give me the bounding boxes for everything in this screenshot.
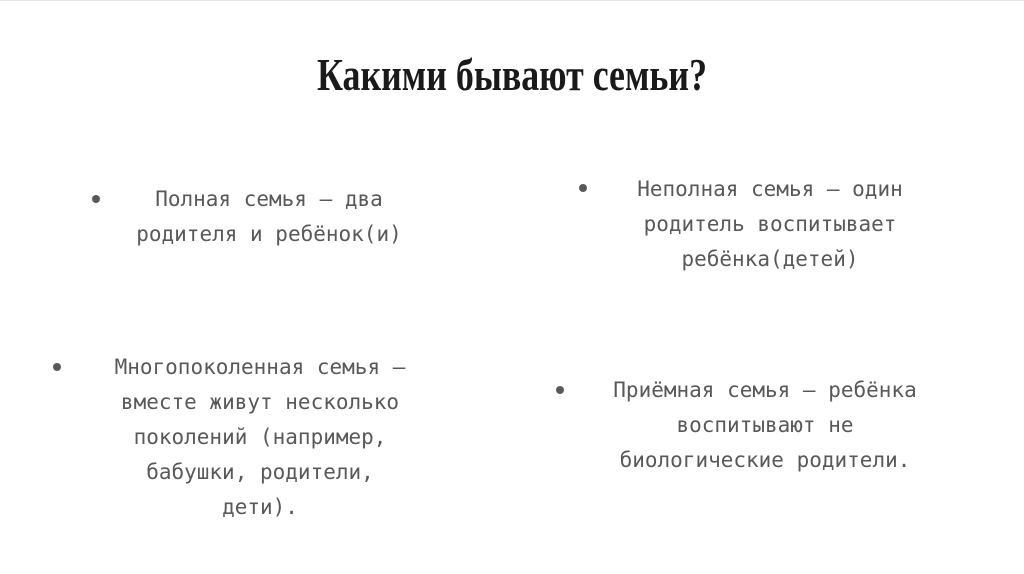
slide-title: Какими бывают семьи? [316, 49, 708, 100]
item-line: воспитывают не [676, 413, 854, 437]
item-line: Многопоколенная семья – [114, 355, 406, 379]
item-line: биологические родители. [619, 448, 911, 472]
item-line: ребёнка(детей) [681, 247, 859, 271]
item-line: Полная семья – два [155, 187, 383, 211]
item-line: Приёмная семья – ребёнка [613, 378, 917, 402]
list-item-foster-family [555, 373, 975, 478]
item-line: вместе живут несколько [120, 390, 400, 414]
list-item-multigenerational-family [50, 350, 470, 525]
item-line: бабушки, родители, [146, 460, 374, 484]
item-line: дети). [222, 495, 298, 519]
list-item-full-family [94, 182, 444, 252]
item-line: Неполная семья – один [637, 177, 903, 201]
item-line: поколений (например, [133, 425, 387, 449]
item-line: родителя и ребёнок(и) [136, 222, 402, 246]
list-item-incomplete-family [580, 172, 960, 277]
item-line: родитель воспитывает [643, 212, 897, 236]
